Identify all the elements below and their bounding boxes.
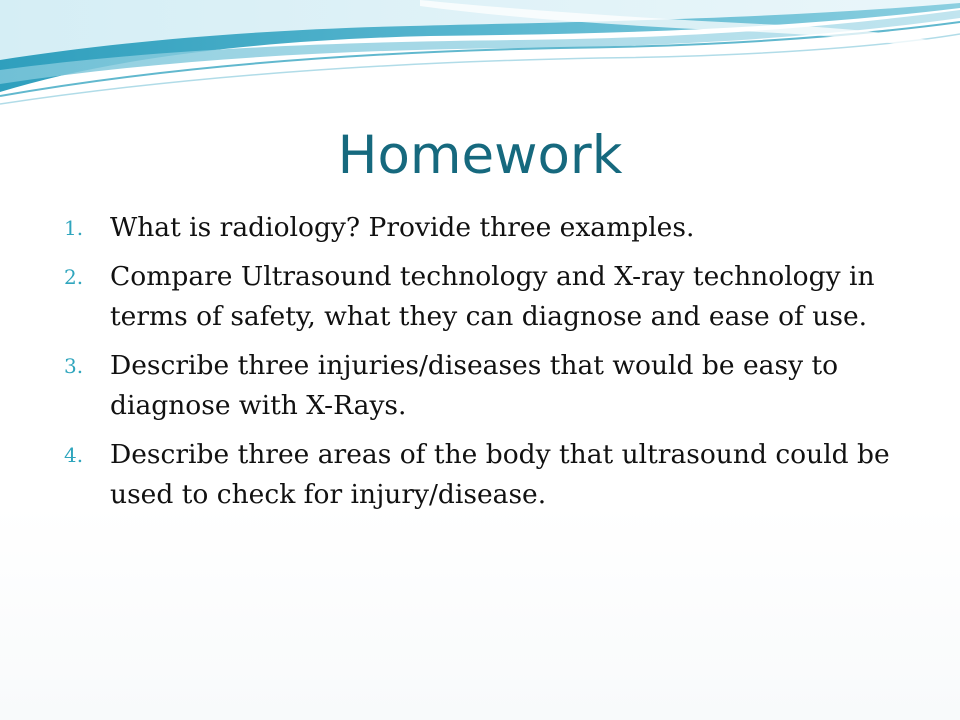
item-number: 2.	[64, 265, 84, 289]
list-item	[64, 346, 914, 426]
item-number: 4.	[64, 443, 84, 467]
item-text: Compare Ultrasound technology and X-ray technology in terms of safety, what they can diagnose and ease of use.	[110, 261, 875, 332]
list-item	[64, 208, 914, 248]
homework-list	[64, 208, 914, 524]
item-text: What is radiology? Provide three examples.	[110, 212, 695, 243]
list-item	[64, 257, 914, 337]
slide-title: Homework	[337, 125, 623, 186]
item-text: Describe three areas of the body that ultrasound could be used to check for injury/disease.	[110, 439, 890, 510]
item-number: 3.	[64, 354, 84, 378]
item-number: 1.	[64, 216, 84, 240]
decorative-wave-header	[0, 0, 960, 120]
item-text: Describe three injuries/diseases that would be easy to diagnose with X-Rays.	[110, 350, 839, 421]
list-item	[64, 435, 914, 515]
